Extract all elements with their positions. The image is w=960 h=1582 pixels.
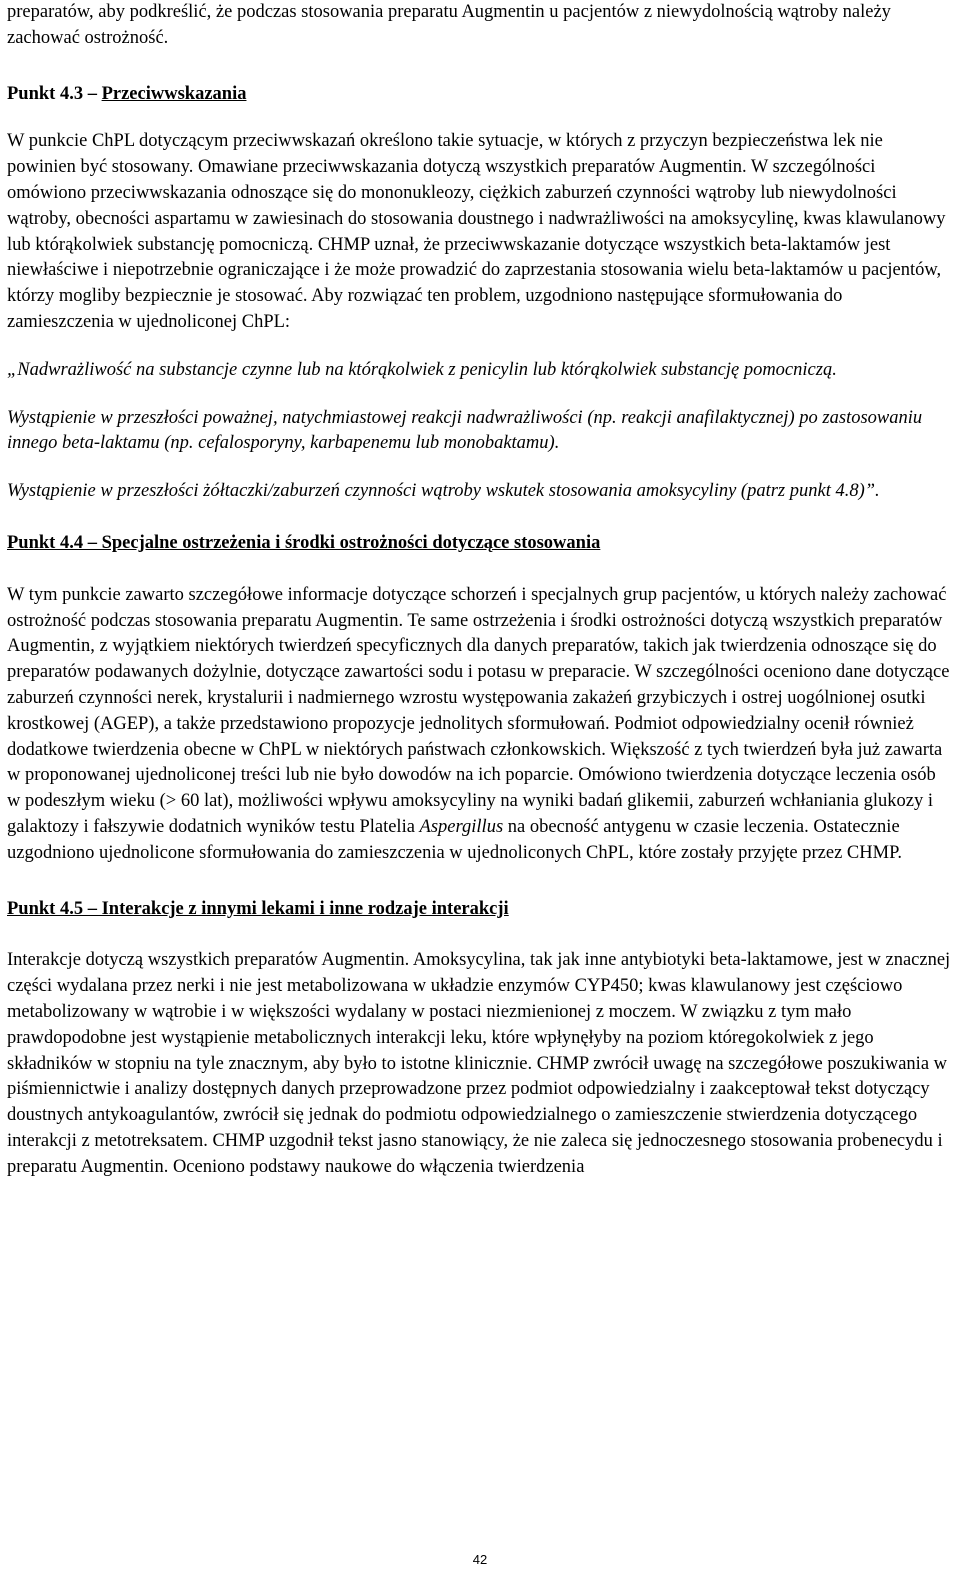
quote-anaphylaxis-history: Wystąpienie w przeszłości poważnej, natychmiastowej reakcji nadwrażliwości (np. reakcji anafilaktycznej) po zastosowaniu innego beta-laktamu (np. cefalosporyny, karbapenemu lub monobaktamu). [7, 407, 923, 454]
quote-hypersensitivity: „Nadwrażliwość na substancje czynne lub na którąkolwiek z penicylin lub którąkolwiek substancję pomocniczą. [7, 359, 837, 380]
paragraph-warnings [7, 583, 952, 867]
heading-section-4-3 [7, 82, 952, 108]
heading-title: Przeciwwskazania [101, 83, 247, 104]
paragraph-interactions: Interakcje dotyczą wszystkich preparatów Augmentin. Amoksycylina, tak jak inne antybiotyki beta-laktamowe, jest w znacznej części wydalana przez nerki i nie jest metabolizowana w układzie enzymów CYP450; kwas klawulanowy jest częściowo metabolizowany w wątrobie i w większości wydalany w postaci niezmienionej z moczem. W związku z tym mało prawdopodobne jest wystąpienie metabolicznych interakcji leku, które wpłynęłyby na poziom któregokolwiek z jego składników w stopniu na tyle znacznym, aby było to istotne klinicznie. CHMP zwrócił uwagę na szczegółowe poszukiwania w piśmiennictwie i analizy dostępnych danych przeprowadzone przez podmiot odpowiedzialny i zaakceptował tekst dotyczący doustnych antykoagulantów, zwrócił się jednak do podmiotu odpowiedzialnego o zamieszczenie stwierdzenia dotyczącego interakcji z metotreksatem. CHMP uzgodnił tekst jasno stanowiący, że nie zaleca się jednoczesnego stosowania probenecydu i preparatu Augmentin. Oceniono podstawy naukowe do włączenia twierdzenia [7, 950, 951, 1177]
aspergillus-term: Aspergillus [419, 816, 504, 837]
paragraph-intro-continuation: preparatów, aby podkreślić, że podczas stosowania preparatu Augmentin u pacjentów z niewydolnością wątroby należy zachować ostrożność. [7, 2, 891, 48]
warnings-text-part-1: W tym punkcie zawarto szczegółowe informacje dotyczące schorzeń i specjalnych grup pacjentów, u których należy zachować ostrożność podczas stosowania preparatu Augmentin. Te same ostrzeżenia i środki ostrożności dotyczą wszystkich preparatów Augmentin, z wyjątkiem niektórych twierdzeń specyficznych dla danych preparatów, takich jak twierdzenia odnoszące się do preparatów podawanych dożylnie, dotyczące zawartości sodu i potasu w preparacie. W szczególności oceniono dane dotyczące zaburzeń czynności nerek, krystalurii i nadmiernego wzrostu występowania zakażeń grzybiczych i ostrej uogólnionej osutki krostkowej (AGEP), a także przedstawiono propozycje jednolitych sformułowań. Podmiot odpowiedzialny ocenił również dodatkowe twierdzenia obecne w ChPL w niektórych państwach członkowskich. Większość z tych twierdzeń była już zawarta w proponowanej ujednoliconej treści lub nie było dowodów na ich poparcie. Omówiono twierdzenia dotyczące leczenia osób w podeszłym wieku (> 60 lat), możliwości wpływu amoksycyliny na wyniki badań glikemii, zaburzeń wchłaniania glukozy i galaktozy i fałszywie dodatnich wyników testu Platelia [7, 584, 950, 837]
heading-section-4-4: Punkt 4.4 – Specjalne ostrzeżenia i środki ostrożności dotyczące stosowania [7, 532, 601, 553]
paragraph-contraindications: W punkcie ChPL dotyczącym przeciwwskazań określono takie sytuacje, w których z przyczyn bezpieczeństwa lek nie powinien być stosowany. Omawiane przeciwwskazania dotyczą wszystkich preparatów Augmentin. W szczególności omówiono przeciwwskazania odnoszące się do mononukleozy, ciężkich zaburzeń czynności wątroby lub niewydolności wątroby, obecności aspartamu w zawiesinach do stosowania doustnego i nadwrażliwości na amoksycylinę, kwas klawulanowy lub którąkolwiek substancję pomocniczą. CHMP uznał, że przeciwwskazanie dotyczące wszystkich beta-laktamów jest niewłaściwe i niepotrzebnie ograniczające i że może prowadzić do zaprzestania stosowania wielu beta-laktamów u pacjentów, którzy mogliby bezpiecznie je stosować. Aby rozwiązać ten problem, uzgodniono następujące sformułowania do zamieszczenia w ujednoliconej ChPL: [7, 131, 946, 332]
heading-number: Punkt 4.3 – [7, 83, 102, 104]
page-number: 42 [472, 1552, 488, 1567]
heading-section-4-5: Punkt 4.5 – Interakcje z innymi lekami i inne rodzaje interakcji [7, 898, 509, 919]
warnings-text-part-2: na obecność antygenu w czasie leczenia. Ostatecznie uzgodniono ujednolicone sformułowania do zamieszczenia w ujednoliconych ChPL, które zostały przyjęte przez CHMP. [7, 816, 902, 863]
document-body [7, 0, 952, 1180]
quote-jaundice-history: Wystąpienie w przeszłości żółtaczki/zaburzeń czynności wątroby wskutek stosowania amoksycyliny (patrz punkt 4.8)”. [7, 481, 880, 502]
